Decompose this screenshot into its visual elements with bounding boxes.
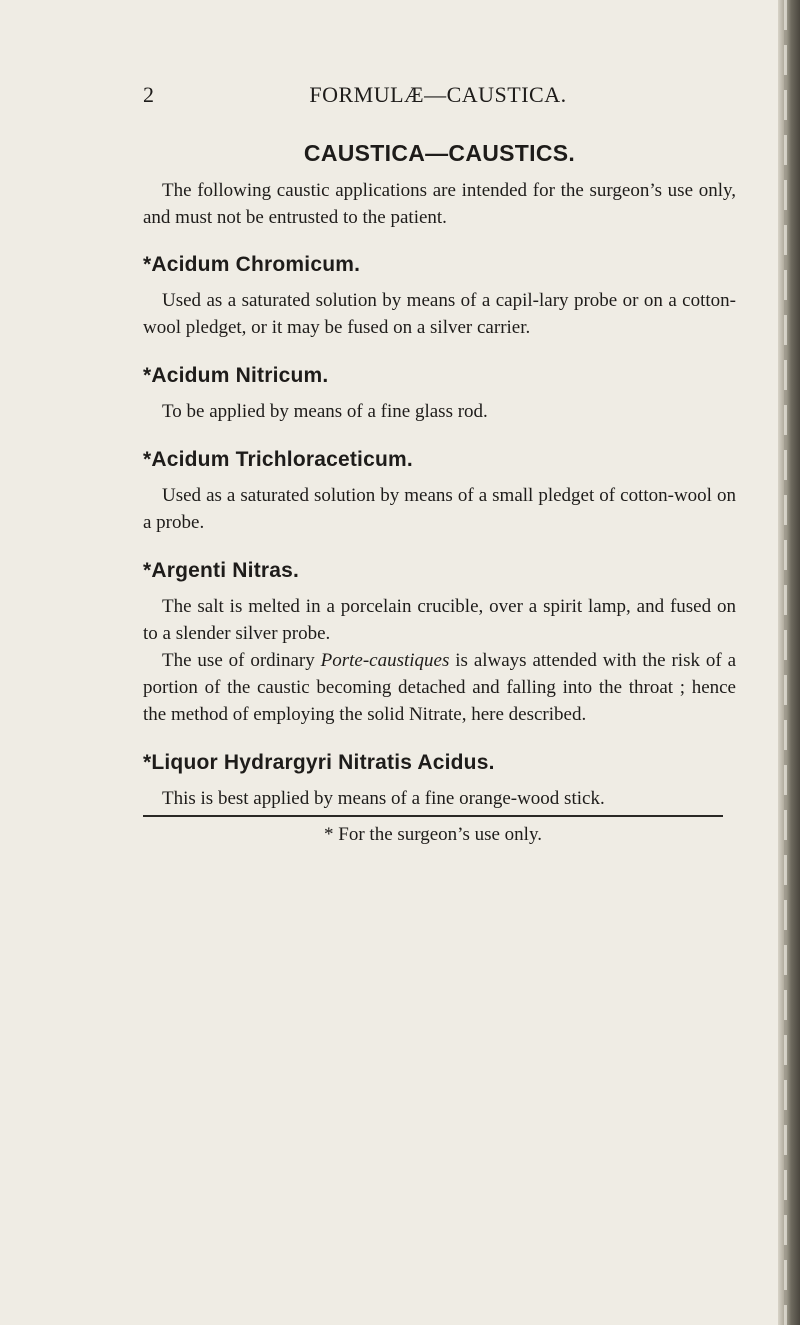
entry-heading: *Acidum Chromicum. <box>143 253 361 276</box>
entry-heading: *Acidum Nitricum. <box>143 364 329 387</box>
page-number: 2 <box>143 82 154 107</box>
page-content <box>143 140 736 812</box>
entry-text: To be applied by means of a fine glass rod. <box>162 401 488 422</box>
text-segment: The use of ordinary <box>162 650 321 671</box>
entry-acidum-trichloraceticum <box>143 448 736 536</box>
italic-term: Porte-caustiques <box>320 650 450 671</box>
entry-heading: *Acidum Trichloraceticum. <box>143 448 413 471</box>
entry-acidum-nitricum <box>143 364 736 425</box>
intro-paragraph: The following caustic applications are intended for the surgeon’s use only, and must not be entrusted to the patient. <box>143 180 736 228</box>
page-edge-shadow <box>778 0 800 1325</box>
running-head <box>143 82 733 112</box>
section-title: CAUSTICA—CAUSTICS. <box>303 140 576 166</box>
entry-text: This is best applied by means of a fine orange-wood stick. <box>162 788 605 809</box>
entry-text: Used as a saturated solution by means of a small pledget of cotton-wool on a probe. <box>143 485 736 533</box>
running-title: FORMULÆ—CAUSTICA. <box>309 82 567 107</box>
entry-text-continued <box>143 647 736 728</box>
entry-text: The salt is melted in a porcelain crucible, over a spirit lamp, and fused on to a slender silver probe. <box>143 596 736 644</box>
entry-heading: *Liquor Hydrargyri Nitratis Acidus. <box>143 751 495 774</box>
entry-argenti-nitras <box>143 559 736 728</box>
footnote-rule <box>143 815 723 817</box>
footnote: * For the surgeon’s use only. <box>324 824 542 845</box>
entry-acidum-chromicum <box>143 253 736 341</box>
entry-text: Used as a saturated solution by means of a capil-lary probe or on a cotton-wool pledget, or it may be fused on a silver carrier. <box>143 290 736 338</box>
entry-heading: *Argenti Nitras. <box>143 559 300 582</box>
entry-liquor-hydrargyri <box>143 751 736 812</box>
text-segment: is always attended with the risk of a portion of the caustic becoming detached and falling into the throat ; hence the method of employing the solid Nitrate, here described. <box>143 650 736 725</box>
